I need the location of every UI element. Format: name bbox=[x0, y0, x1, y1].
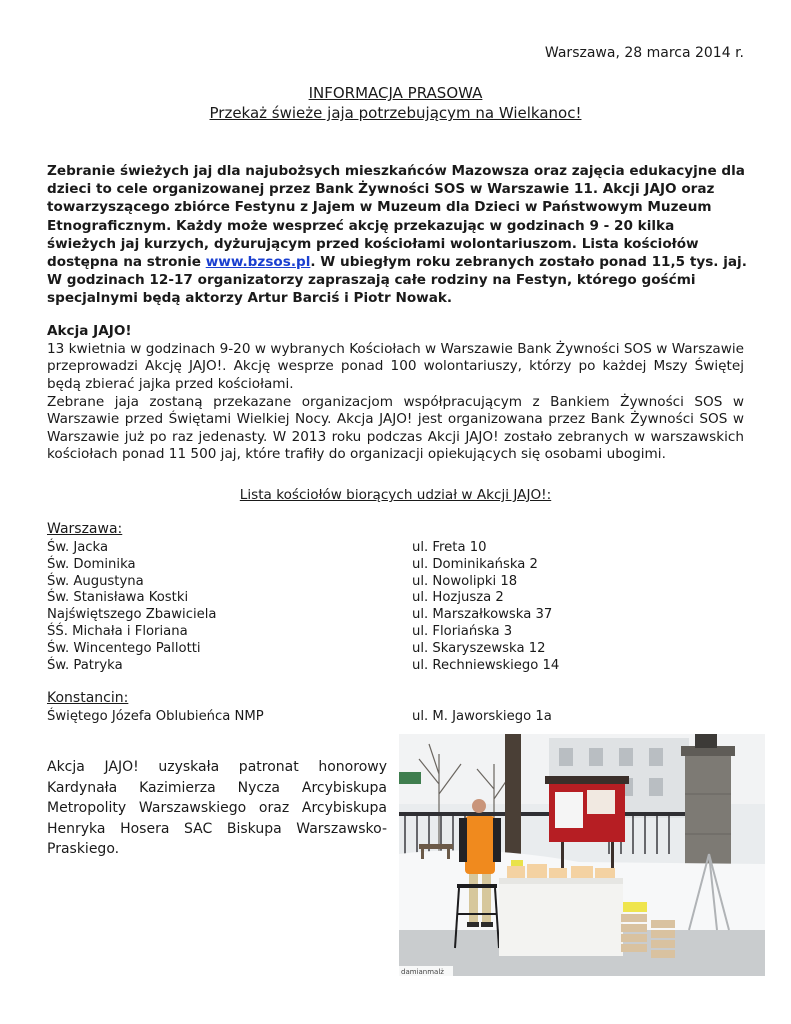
lead-text-before-link: Zebranie świeżych jaj dla najubożsych mieszkańców Mazowsza oraz zajęcia edukacyjne dla dzieci to cele organizowanej przez Bank Żywności SOS w Warszawie 11. Akcji JAJO oraz towarzyszącego zbiórce Festynu z Jajem w Muzeum dla Dzieci w Państwowym Muzeum Etnograficznym. Każdy może wesprzeć akcję przekazując w godzinach 9 - 20 kilka świeżych jaj kurzych, dyżurującym przed kościołami wolontariuszom. Lista kościołów dostępna na stronie bbox=[47, 163, 745, 271]
lead-text-after-link: . W ubiegłym roku zebranych zostało ponad 11,5 tys. jaj. W godzinach 12-17 organizatorzy zapraszają całe rodziny na Festyn, którego gośćmi specjalnymi będą aktorzy Artur Barciś i Piotr Nowak. bbox=[47, 254, 747, 307]
church-name: Św. Jacka bbox=[47, 540, 109, 555]
akcja-paragraph-1: 13 kwietnia w godzinach 9-20 w wybranych Kościołach w Warszawie Bank Żywności SOS w Warszawie przeprowadzi Akcję JAJO!. Akcję wesprze ponad 100 wolontariuszy, którzy po każdej Mszy Świętej będą zbierać jajka przed kościołami. bbox=[47, 341, 744, 392]
church-row bbox=[47, 658, 767, 675]
city-label-konstancin: Konstancin: bbox=[47, 690, 129, 706]
akcja-paragraph-2: Zebrane jaja zostaną przekazane organizacjom współpracującym z Bankiem Żywności SOS w Warszawie przed Świętami Wielkiej Nocy. Akcja JAJO! jest organizowana przez Bank Żywności SOS w Warszawie już po raz jedenasty. W 2013 roku podczas Akcji JAJO! zostało zebranych w warszawskich kościołach ponad 11 500 jaj, które trafiły do organizacji opiekujących się osobami ubogimi. bbox=[47, 394, 744, 462]
church-row bbox=[47, 540, 767, 557]
church-name: Najświętszego Zbawiciela bbox=[47, 607, 217, 623]
bzsos-link[interactable]: www.bzsos.pl bbox=[205, 254, 311, 271]
church-address: ul. Floriańska 3 bbox=[412, 623, 513, 639]
church-name: ŚŚ. Michała i Floriana bbox=[47, 623, 188, 639]
church-address: ul. Marszałkowska 37 bbox=[412, 607, 553, 623]
church-name: Św. Augustyna bbox=[47, 573, 144, 589]
church-list-warszawa bbox=[47, 540, 767, 674]
page-subtitle: Przekaż świeże jaja potrzebującym na Wielkanoc! bbox=[209, 104, 582, 122]
church-address: ul. M. Jaworskiego 1a bbox=[412, 709, 552, 724]
church-row bbox=[47, 709, 767, 726]
church-address: ul. Hozjusza 2 bbox=[412, 590, 504, 606]
church-name: Św. Wincentego Pallotti bbox=[47, 640, 201, 656]
city-label-warszawa: Warszawa: bbox=[47, 521, 123, 537]
church-list-konstancin bbox=[47, 709, 767, 726]
church-address: ul. Freta 10 bbox=[412, 540, 487, 555]
church-address: ul. Skaryszewska 12 bbox=[412, 640, 546, 656]
church-row bbox=[47, 641, 767, 658]
church-address: ul. Rechniewskiego 14 bbox=[412, 657, 560, 673]
lead-paragraph bbox=[47, 162, 747, 308]
church-name: Św. Dominika bbox=[47, 556, 136, 572]
photo-watermark: damianmalż bbox=[401, 968, 444, 976]
church-name: Św. Stanisława Kostki bbox=[47, 590, 189, 606]
patronage-paragraph: Akcja JAJO! uzyskała patronat honorowy Kardynała Kazimierza Nycza Arcybiskupa Metropolity Warszawskiego oraz Arcybiskupa Henryka Hosera SAC Biskupa Warszawsko-Praskiego. bbox=[47, 759, 387, 857]
church-row bbox=[47, 574, 767, 591]
date-line: Warszawa, 28 marca 2014 r. bbox=[544, 45, 744, 61]
church-row bbox=[47, 624, 767, 641]
akcja-heading: Akcja JAJO! bbox=[47, 323, 132, 339]
church-row bbox=[47, 607, 767, 624]
church-list-title: Lista kościołów biorących udział w Akcji JAJO!: bbox=[239, 487, 552, 503]
church-name: Św. Patryka bbox=[47, 657, 123, 673]
volunteer-photo bbox=[399, 734, 765, 976]
church-row bbox=[47, 557, 767, 574]
church-row bbox=[47, 590, 767, 607]
church-address: ul. Nowolipki 18 bbox=[412, 573, 518, 589]
page-title: INFORMACJA PRASOWA bbox=[308, 84, 483, 102]
church-address: ul. Dominikańska 2 bbox=[412, 556, 538, 572]
church-name: Świętego Józefa Oblubieńca NMP bbox=[47, 709, 264, 724]
